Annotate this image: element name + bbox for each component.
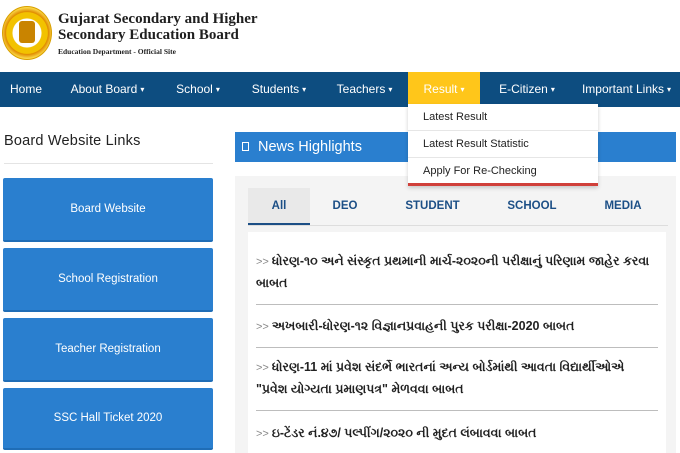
teacher-registration-button[interactable]: Teacher Registration [3, 318, 213, 382]
tab-media[interactable]: MEDIA [604, 200, 642, 212]
news-item-text: અખબારી-ધોરણ-૧૨ વિજ્ઞાનપ્રવાહની પુરક પરીક્ષા-2020 બાબત [271, 319, 575, 333]
caret-down-icon: ▾ [460, 85, 465, 94]
ssc-hall-ticket-button[interactable]: SSC Hall Ticket 2020 [3, 388, 213, 450]
bullet-icon: >> [256, 256, 269, 268]
org-title[interactable]: Gujarat Secondary and Higher Secondary Education Board [58, 11, 258, 43]
board-website-button[interactable]: Board Website [3, 178, 213, 242]
caret-down-icon: ▾ [667, 85, 672, 94]
bullet-icon: >> [256, 362, 269, 374]
square-icon [242, 142, 249, 151]
org-subtitle: Education Department - Official Site [58, 47, 176, 56]
divider [256, 347, 658, 348]
divider [4, 163, 213, 164]
caret-down-icon: ▾ [215, 85, 220, 94]
tab-all[interactable]: All [248, 188, 310, 225]
nav-label: Home [9, 82, 42, 96]
news-item[interactable] [256, 423, 656, 445]
news-item-text: ધોરણ-૧૦ અને સંસ્કૃત પ્રથમાની માર્ચ-૨૦૨૦ની પરીક્ષાનું પરિણામ જાહેર કરવા બાબત [256, 254, 650, 290]
menu-item-latest-result[interactable]: Latest Result [408, 104, 598, 131]
nav-label: About Board [70, 82, 138, 96]
divider [256, 410, 658, 411]
caret-down-icon: ▾ [140, 85, 145, 94]
bullet-icon: >> [256, 321, 269, 333]
caret-down-icon: ▾ [388, 85, 393, 94]
sidebar-title: Board Website Links [4, 133, 141, 149]
nav-result[interactable] [408, 72, 480, 107]
result-dropdown-menu [408, 104, 598, 186]
caret-down-icon: ▾ [550, 85, 555, 94]
bullet-icon: >> [256, 428, 269, 440]
news-item[interactable] [256, 251, 656, 294]
nav-students[interactable] [243, 72, 315, 107]
menu-item-latest-result-statistic[interactable]: Latest Result Statistic [408, 131, 598, 158]
menu-item-apply-rechecking[interactable]: Apply For Re-Checking [423, 165, 537, 177]
board-emblem-icon[interactable] [2, 6, 52, 60]
news-item-text: ધોરણ-11 માં પ્રવેશ સંદર્ભે ભારતનાં અન્ય બોર્ડમાંથી આવતા વિદ્યાર્થીઓએ "પ્રવેશ યોગ્યતા પ્રમાણપત્ર" મેળવવા બાબત [256, 360, 625, 396]
nav-important-links[interactable] [573, 72, 680, 107]
tab-deo[interactable]: DEO [332, 200, 358, 212]
nav-label: Students [251, 82, 300, 96]
news-item[interactable] [256, 357, 656, 400]
news-heading: News Highlights [258, 139, 362, 155]
school-registration-button[interactable]: School Registration [3, 248, 213, 312]
nav-label: E-Citizen [499, 82, 548, 96]
nav-label: Result [423, 82, 458, 96]
nav-label: Teachers [336, 82, 386, 96]
site-header [0, 0, 680, 72]
divider [256, 304, 658, 305]
main-navbar [0, 72, 680, 107]
nav-teachers[interactable] [328, 72, 401, 107]
nav-about-board[interactable] [56, 72, 159, 107]
nav-e-citizen[interactable] [486, 72, 568, 107]
nav-label: Important Links [581, 82, 665, 96]
news-item-text: ઇ-ટેંડર નં.૪૭/ પલ્પીંગ/૨૦૨૦ ની મુદત લંબાવવા બાબત [271, 426, 537, 440]
nav-label: School [176, 82, 213, 96]
tab-student[interactable]: STUDENT [405, 200, 460, 212]
nav-home[interactable] [0, 72, 52, 107]
news-tabs [248, 188, 668, 226]
news-item[interactable] [256, 316, 656, 338]
nav-school[interactable] [166, 72, 230, 107]
tab-school[interactable]: SCHOOL [507, 200, 557, 212]
caret-down-icon: ▾ [302, 85, 307, 94]
